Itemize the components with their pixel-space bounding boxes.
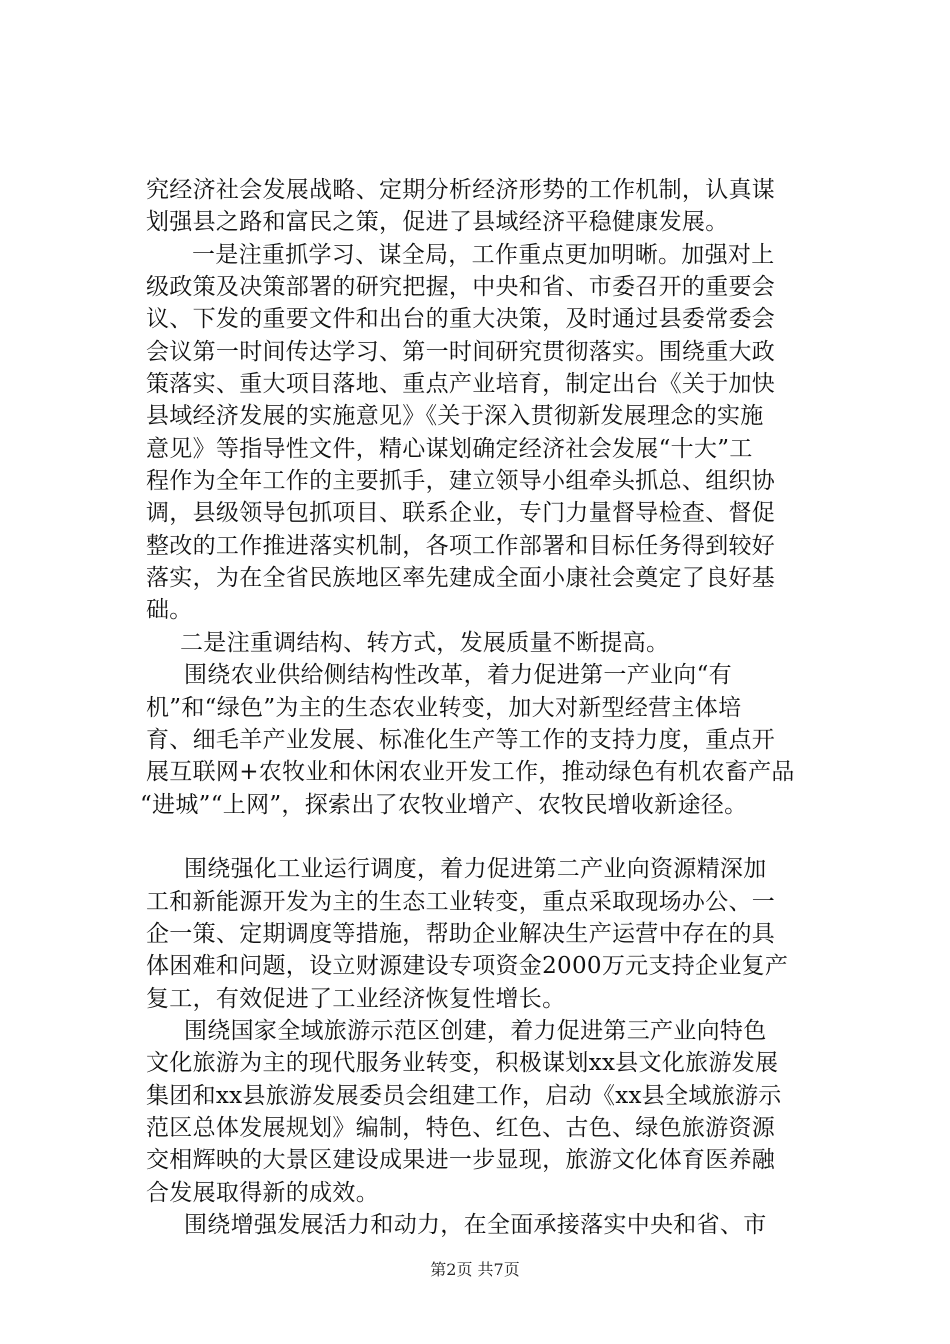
text-line: 交相辉映的大景区建设成果进一步显现，旅游文化体育医养融 [146,1147,776,1173]
text-line: 工和新能源开发为主的生态工业转变，重点采取现场办公、一 [146,889,776,915]
text-line: 围绕增强发展活力和动力，在全面承接落实中央和省、市 [184,1212,767,1238]
text-line: 围绕国家全域旅游示范区创建，着力促进第三产业向特色 [184,1018,767,1044]
text-line: 议、下发的重要文件和出台的重大决策，及时通过县委常委会 [146,306,776,332]
text-line: 究经济社会发展战略、定期分析经济形势的工作机制，认真谋 [146,177,776,203]
text-line: 整改的工作推进落实机制，各项工作部署和目标任务得到较好 [146,533,776,559]
text-line: “进城”“上网”，探索出了农牧业增产、农牧民增收新途径。 [140,792,748,818]
text-line: 围绕农业供给侧结构性改革，着力促进第一产业向“有 [184,662,732,688]
text-line: 调，县级领导包抓项目、联系企业，专门力量督导检查、督促 [146,500,776,526]
text-line: 础。 [146,597,193,623]
text-line: 复工，有效促进了工业经济恢复性增长。 [146,986,566,1012]
text-line: 二是注重调结构、转方式，发展质量不断提高。 [180,630,670,656]
text-line: 育、细毛羊产业发展、标准化生产等工作的支持力度，重点开 [146,727,776,753]
text-line: 文化旅游为主的现代服务业转变，积极谋划xx县文化旅游发展 [146,1050,779,1076]
page-number-footer: 第2页 共7页 [430,1260,520,1279]
text-line: 集团和xx县旅游发展委员会组建工作，启动《xx县全域旅游示 [146,1083,782,1109]
text-line: 合发展取得新的成效。 [146,1180,379,1206]
text-line: 县域经济发展的实施意见》《关于深入贯彻新发展理念的实施 [146,403,764,429]
text-line: 体困难和问题，设立财源建设专项资金2000万元支持企业复产 [146,953,789,979]
text-line: 机”和“绿色”为主的生态农业转变，加大对新型经营主体培 [146,695,742,721]
text-line: 级政策及决策部署的研究把握，中央和省、市委召开的重要会 [146,274,776,300]
text-line: 展互联网+农牧业和休闲农业开发工作，推动绿色有机农畜产品 [146,759,795,785]
text-line: 一是注重抓学习、谋全局，工作重点更加明晰。加强对上 [192,242,775,268]
text-line: 围绕强化工业运行调度，着力促进第二产业向资源精深加 [184,856,767,882]
text-line: 意见》等指导性文件，精心谋划确定经济社会发展“十大”工 [146,436,753,462]
text-line: 落实，为在全省民族地区率先建成全面小康社会奠定了良好基 [146,565,776,591]
text-line: 程作为全年工作的主要抓手，建立领导小组牵头抓总、组织协 [146,468,776,494]
text-line: 范区总体发展规划》编制，特色、红色、古色、绿色旅游资源 [146,1115,776,1141]
text-line: 策落实、重大项目落地、重点产业培育，制定出台《关于加快 [146,371,776,397]
text-line: 划强县之路和富民之策，促进了县域经济平稳健康发展。 [146,209,729,235]
text-line: 会议第一时间传达学习、第一时间研究贯彻落实。围绕重大政 [146,339,776,365]
text-line: 企一策、定期调度等措施，帮助企业解决生产运营中存在的具 [146,921,776,947]
